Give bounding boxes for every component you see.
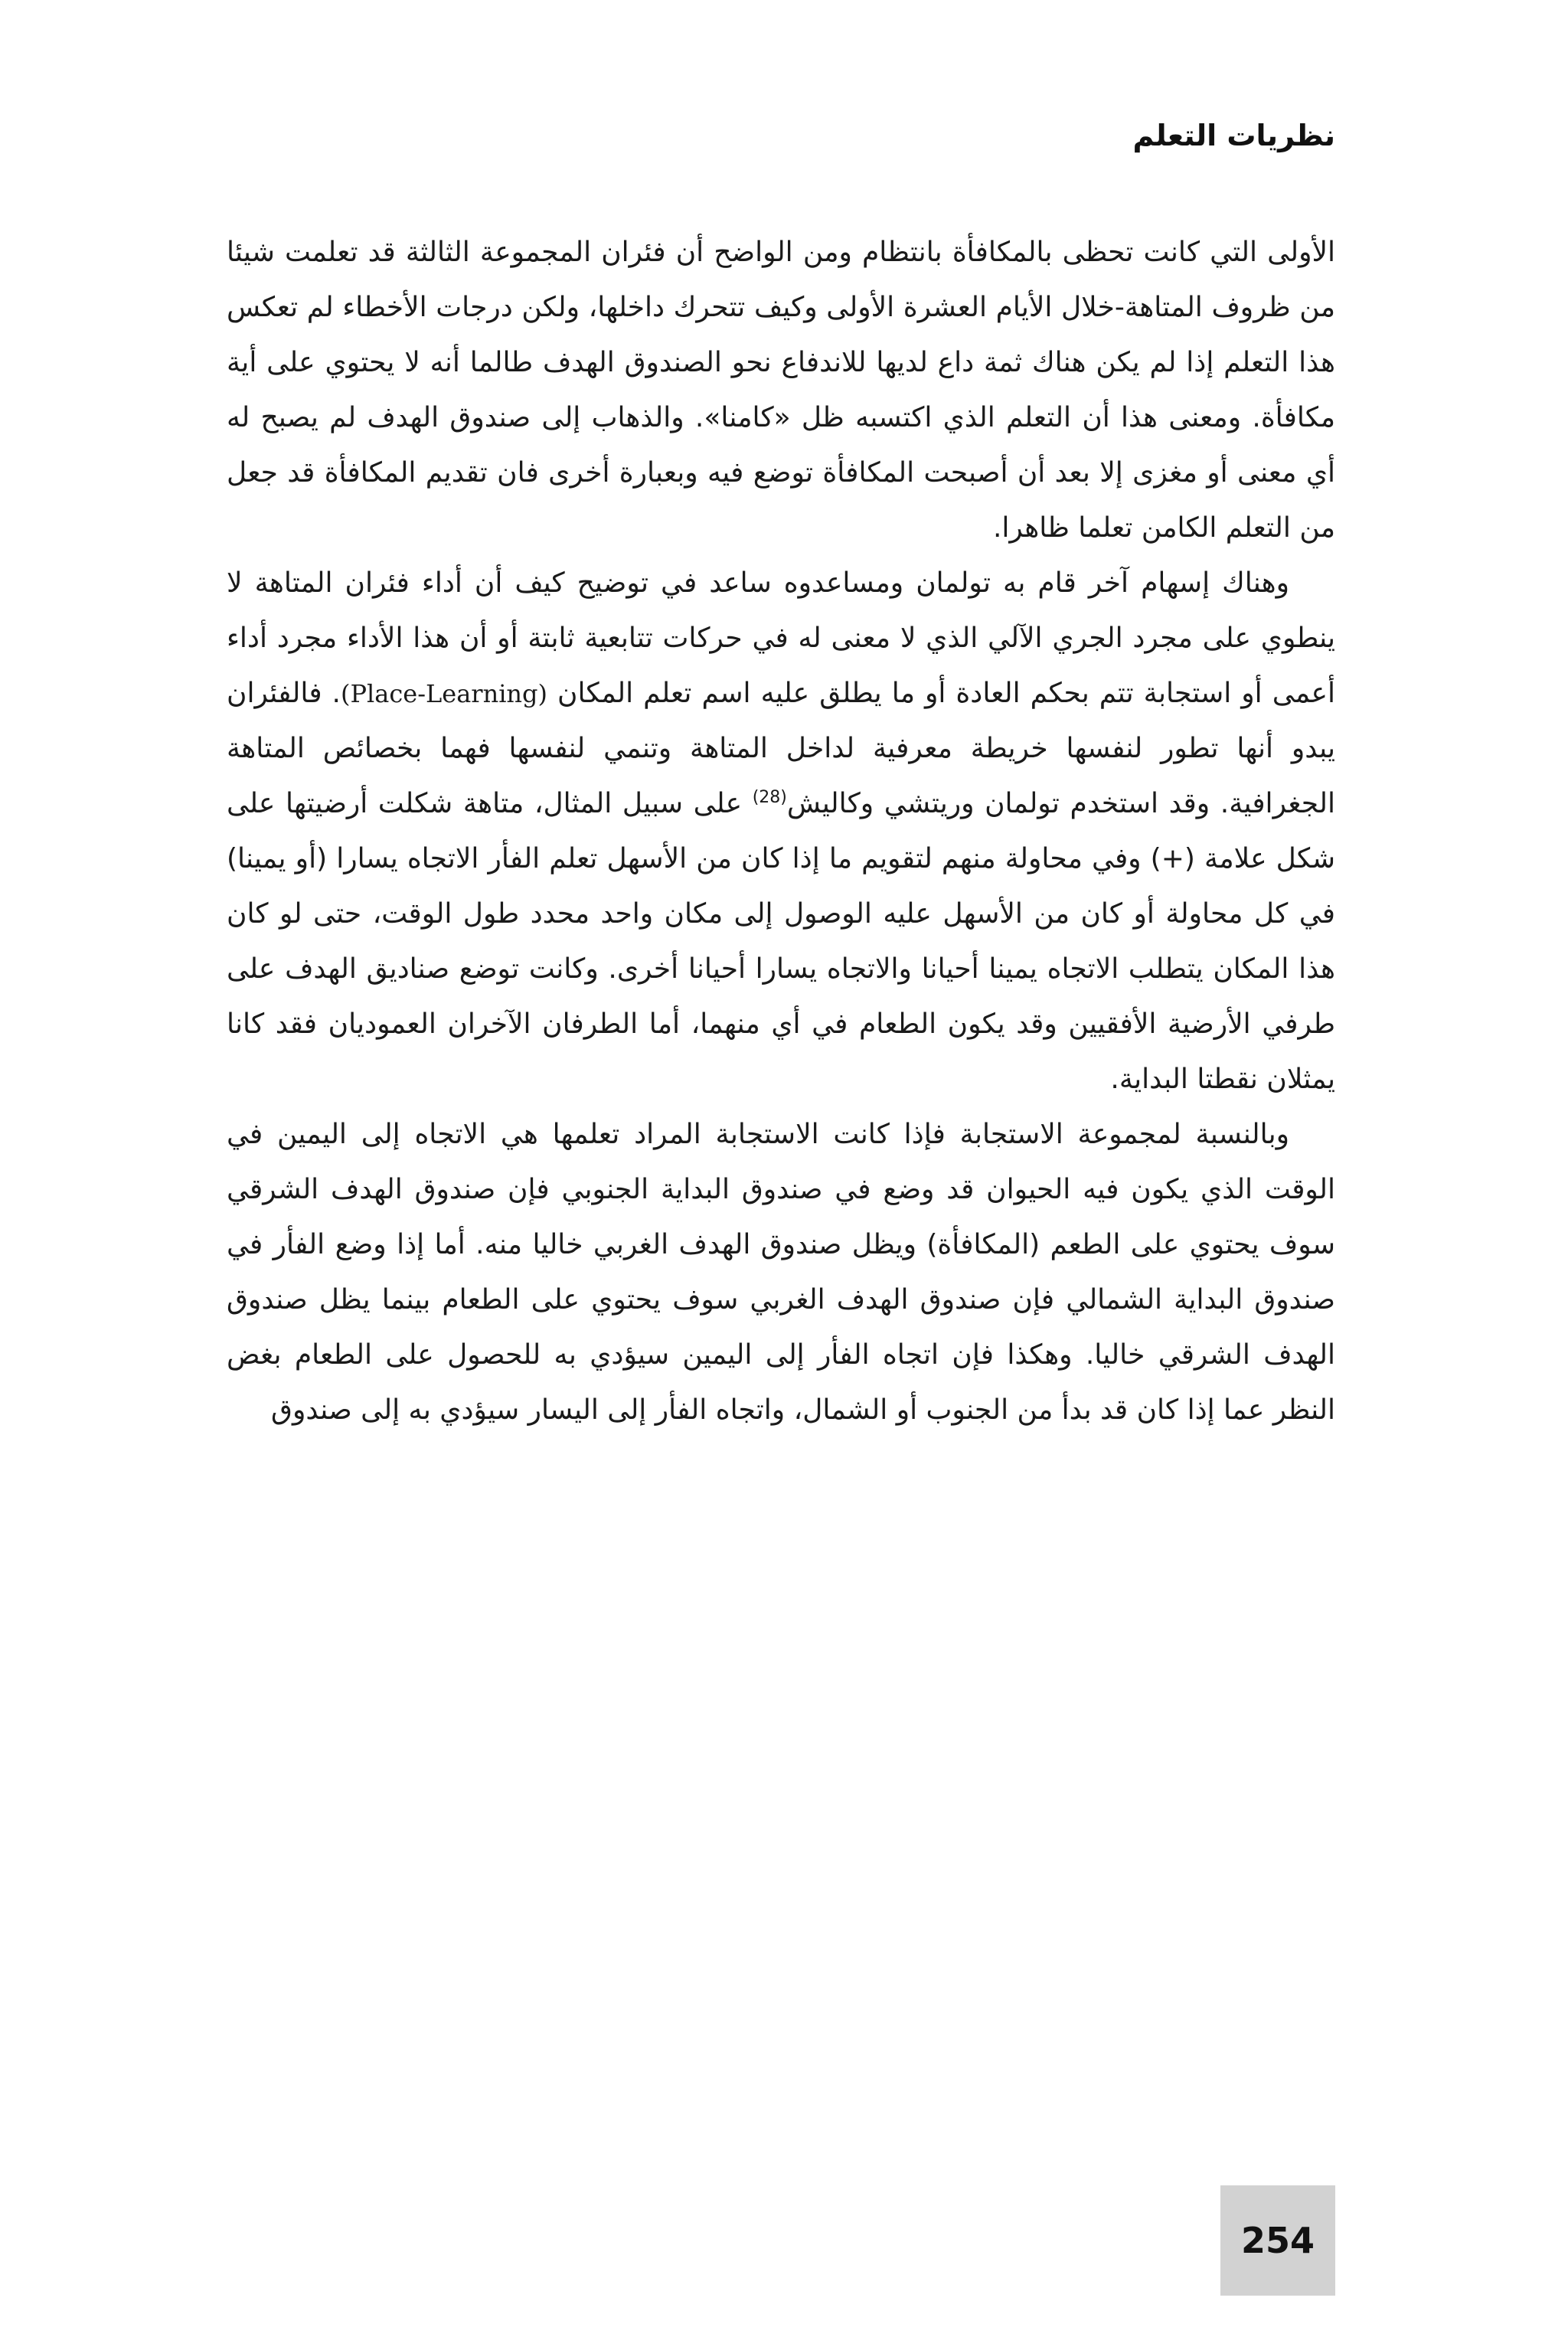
paragraph-3: وبالنسبة لمجموعة الاستجابة فإذا كانت الاستجابة المراد تعلمها هي الاتجاه إلى اليمين في الوقت الذي يكون فيه الحيوان قد وضع في صندوق البداية الجنوبي فإن صندوق الهدف الشرقي سوف يحتوي على الطعم (المكافأة) ويظل صندوق الهدف الغربي خاليا منه. أما إذا وضع الفأر في صندوق البداية الشمالي فإن صندوق الهدف الغربي سوف يحتوي على الطعام بينما يظل صندوق الهدف الشرقي خاليا. وهكذا فإن اتجاه الفأر إلى اليمين سيؤدي به للحصول على الطعام بغض النظر عما إذا كان قد بدأ من الجنوب أو الشمال، واتجاه الفأر إلى اليسار سيؤدي به إلى صندوق: [227, 1119, 1335, 1426]
paragraph-2-part-1: وهناك إسهام آخر قام به تولمان ومساعدوه ساعد في توضيح كيف أن أداء فئران المتاهة لا ينطوي على مجرد الجري الآلي الذي لا معنى له في حركات تتابعية ثابتة أو أن هذا الأداء مجرد أداء أعمى أو استجابة تتم بحكم العادة أو ما يطلق عليه اسم تعلم المكان: [227, 567, 1335, 709]
place-learning-term: (Place-Learning): [341, 679, 547, 708]
paragraph-2: [227, 556, 1335, 1107]
page-number: 254: [1240, 2220, 1315, 2261]
paragraph-2-part-2: . فالفئران يبدو أنها تطور لنفسها خريطة معرفية لداخل المتاهة وتنمي لنفسها فهما بخصائص المتاهة الجغرافية. وقد استخدم تولمان وريتشي وكاليش: [227, 678, 1336, 819]
running-head-title: نظريات التعلم: [1132, 119, 1335, 152]
paragraph-1: الأولى التي كانت تحظى بالمكافأة بانتظام ومن الواضح أن فئران المجموعة الثالثة قد تعلمت شيئا من ظروف المتاهة-خلال الأيام العشرة الأولى وكيف تتحرك داخلها، ولكن درجات الأخطاء لم تعكس هذا التعلم إذا لم يكن هناك ثمة داع لديها للاندفاع نحو الصندوق الهدف طالما أنه لا يحتوي على أية مكافأة. ومعنى هذا أن التعلم الذي اكتسبه ظل «كامنا». والذهاب إلى صندوق الهدف لم يصبح له أي معنى أو مغزى إلا بعد أن أصبحت المكافأة توضع فيه وبعبارة أخرى فان تقديم المكافأة قد جعل من التعلم الكامن تعلما ظاهرا.: [227, 237, 1335, 544]
footnote-reference-28[interactable]: (28): [752, 788, 787, 807]
body-text: [227, 225, 1335, 1438]
paragraph-2-part-3: على سبيل المثال، متاهة شكلت أرضيتها على شكل علامة (+) وفي محاولة منهم لتقويم ما إذا كان من الأسهل تعلم الفأر الاتجاه يسارا (أو يمينا) في كل محاولة أو كان من الأسهل عليه الوصول إلى مكان واحد محدد طول الوقت، حتى لو كان هذا المكان يتطلب الاتجاه يمينا أحيانا والاتجاه يسارا أحيانا أخرى. وكانت توضع صناديق الهدف على طرفي الأرضية الأفقيين وقد يكون الطعام في أي منهما، أما الطرفان الآخران العموديان فقد كانا يمثلان نقطتا البداية.: [227, 788, 1335, 1095]
page-number-box: [1220, 2185, 1335, 2296]
